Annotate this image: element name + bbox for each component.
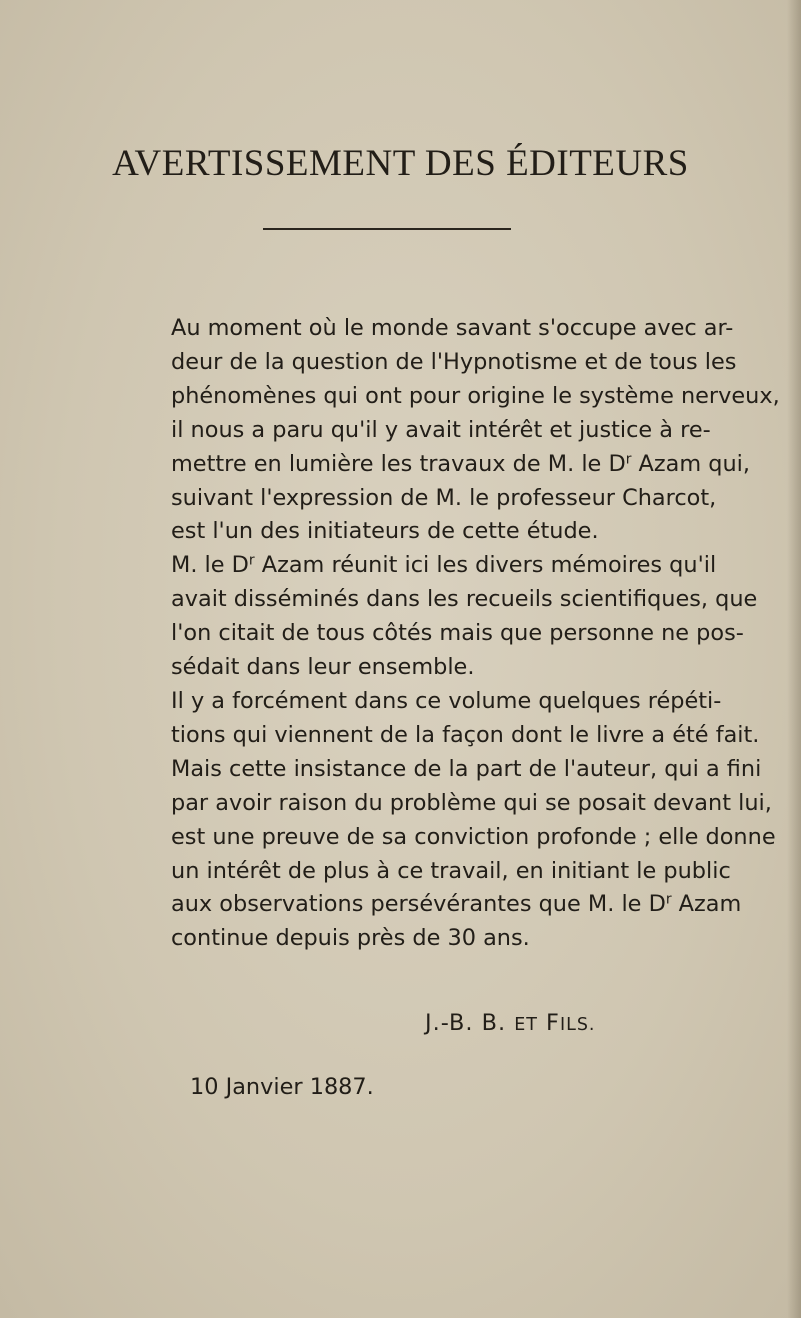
body-text (141, 312, 780, 956)
signature-fils-rest: ILS. (559, 1015, 596, 1035)
paragraph (141, 685, 760, 753)
superscript: r (248, 552, 255, 569)
text-line: est l'un des initiateurs de cette étude. (171, 518, 599, 545)
title-rule (263, 228, 511, 230)
text-line: deur de la question de l'Hypnotisme et de tous les (171, 348, 737, 375)
signature (425, 1010, 595, 1036)
text-line: sédait dans leur ensemble. (171, 654, 475, 681)
text-line: l'on citait de tous côtés mais que personne ne pos- (171, 620, 744, 647)
text-line: mettre en lumière les travaux de M. le $D^r$ Azam qui, (171, 450, 751, 477)
text-line: Au moment où le monde savant s'occupe avec ar- (171, 315, 734, 341)
date-line: 10 Janvier 1887. (190, 1074, 374, 1100)
text-line: il nous a paru qu'il y avait intérêt et justice à re- (171, 416, 711, 443)
text-line: est une preuve de sa conviction profonde ; elle donne (171, 823, 776, 850)
paragraph (141, 753, 776, 956)
text-line: Mais cette insistance de la part de l'auteur, qui a fini (171, 755, 762, 782)
page-edge-shadow (787, 0, 801, 1318)
text-line: aux observations persévérantes que M. le $D^r$ Azam (171, 891, 742, 918)
text-line: par avoir raison du problème qui se posait devant lui, (171, 789, 772, 816)
paragraph (141, 312, 780, 549)
page-title: AVERTISSEMENT DES ÉDITEURS (112, 143, 689, 184)
text-line: avait disséminés dans les recueils scientifiques, que (171, 586, 758, 613)
superscript: r (665, 891, 672, 908)
signature-initials: J.-B. B. (425, 1010, 507, 1036)
text-line: suivant l'expression de M. le professeur Charcot, (171, 484, 717, 511)
paragraph (141, 549, 758, 685)
text-line: tions qui viennent de la façon dont le livre a été fait. (171, 721, 760, 748)
text-line: continue depuis près de 30 ans. (171, 925, 530, 952)
signature-et: ET (514, 1015, 538, 1035)
signature-fils-initial: F (546, 1010, 560, 1036)
text-line: M. le $D^r$ Azam réunit ici les divers mémoires qu'il (171, 552, 717, 579)
text-line: phénomènes qui ont pour origine le système nerveux, (171, 382, 780, 409)
superscript: r (625, 451, 632, 467)
text-line: Il y a forcément dans ce volume quelques répéti- (171, 687, 722, 714)
text-line: un intérêt de plus à ce travail, en initiant le public (171, 857, 731, 884)
